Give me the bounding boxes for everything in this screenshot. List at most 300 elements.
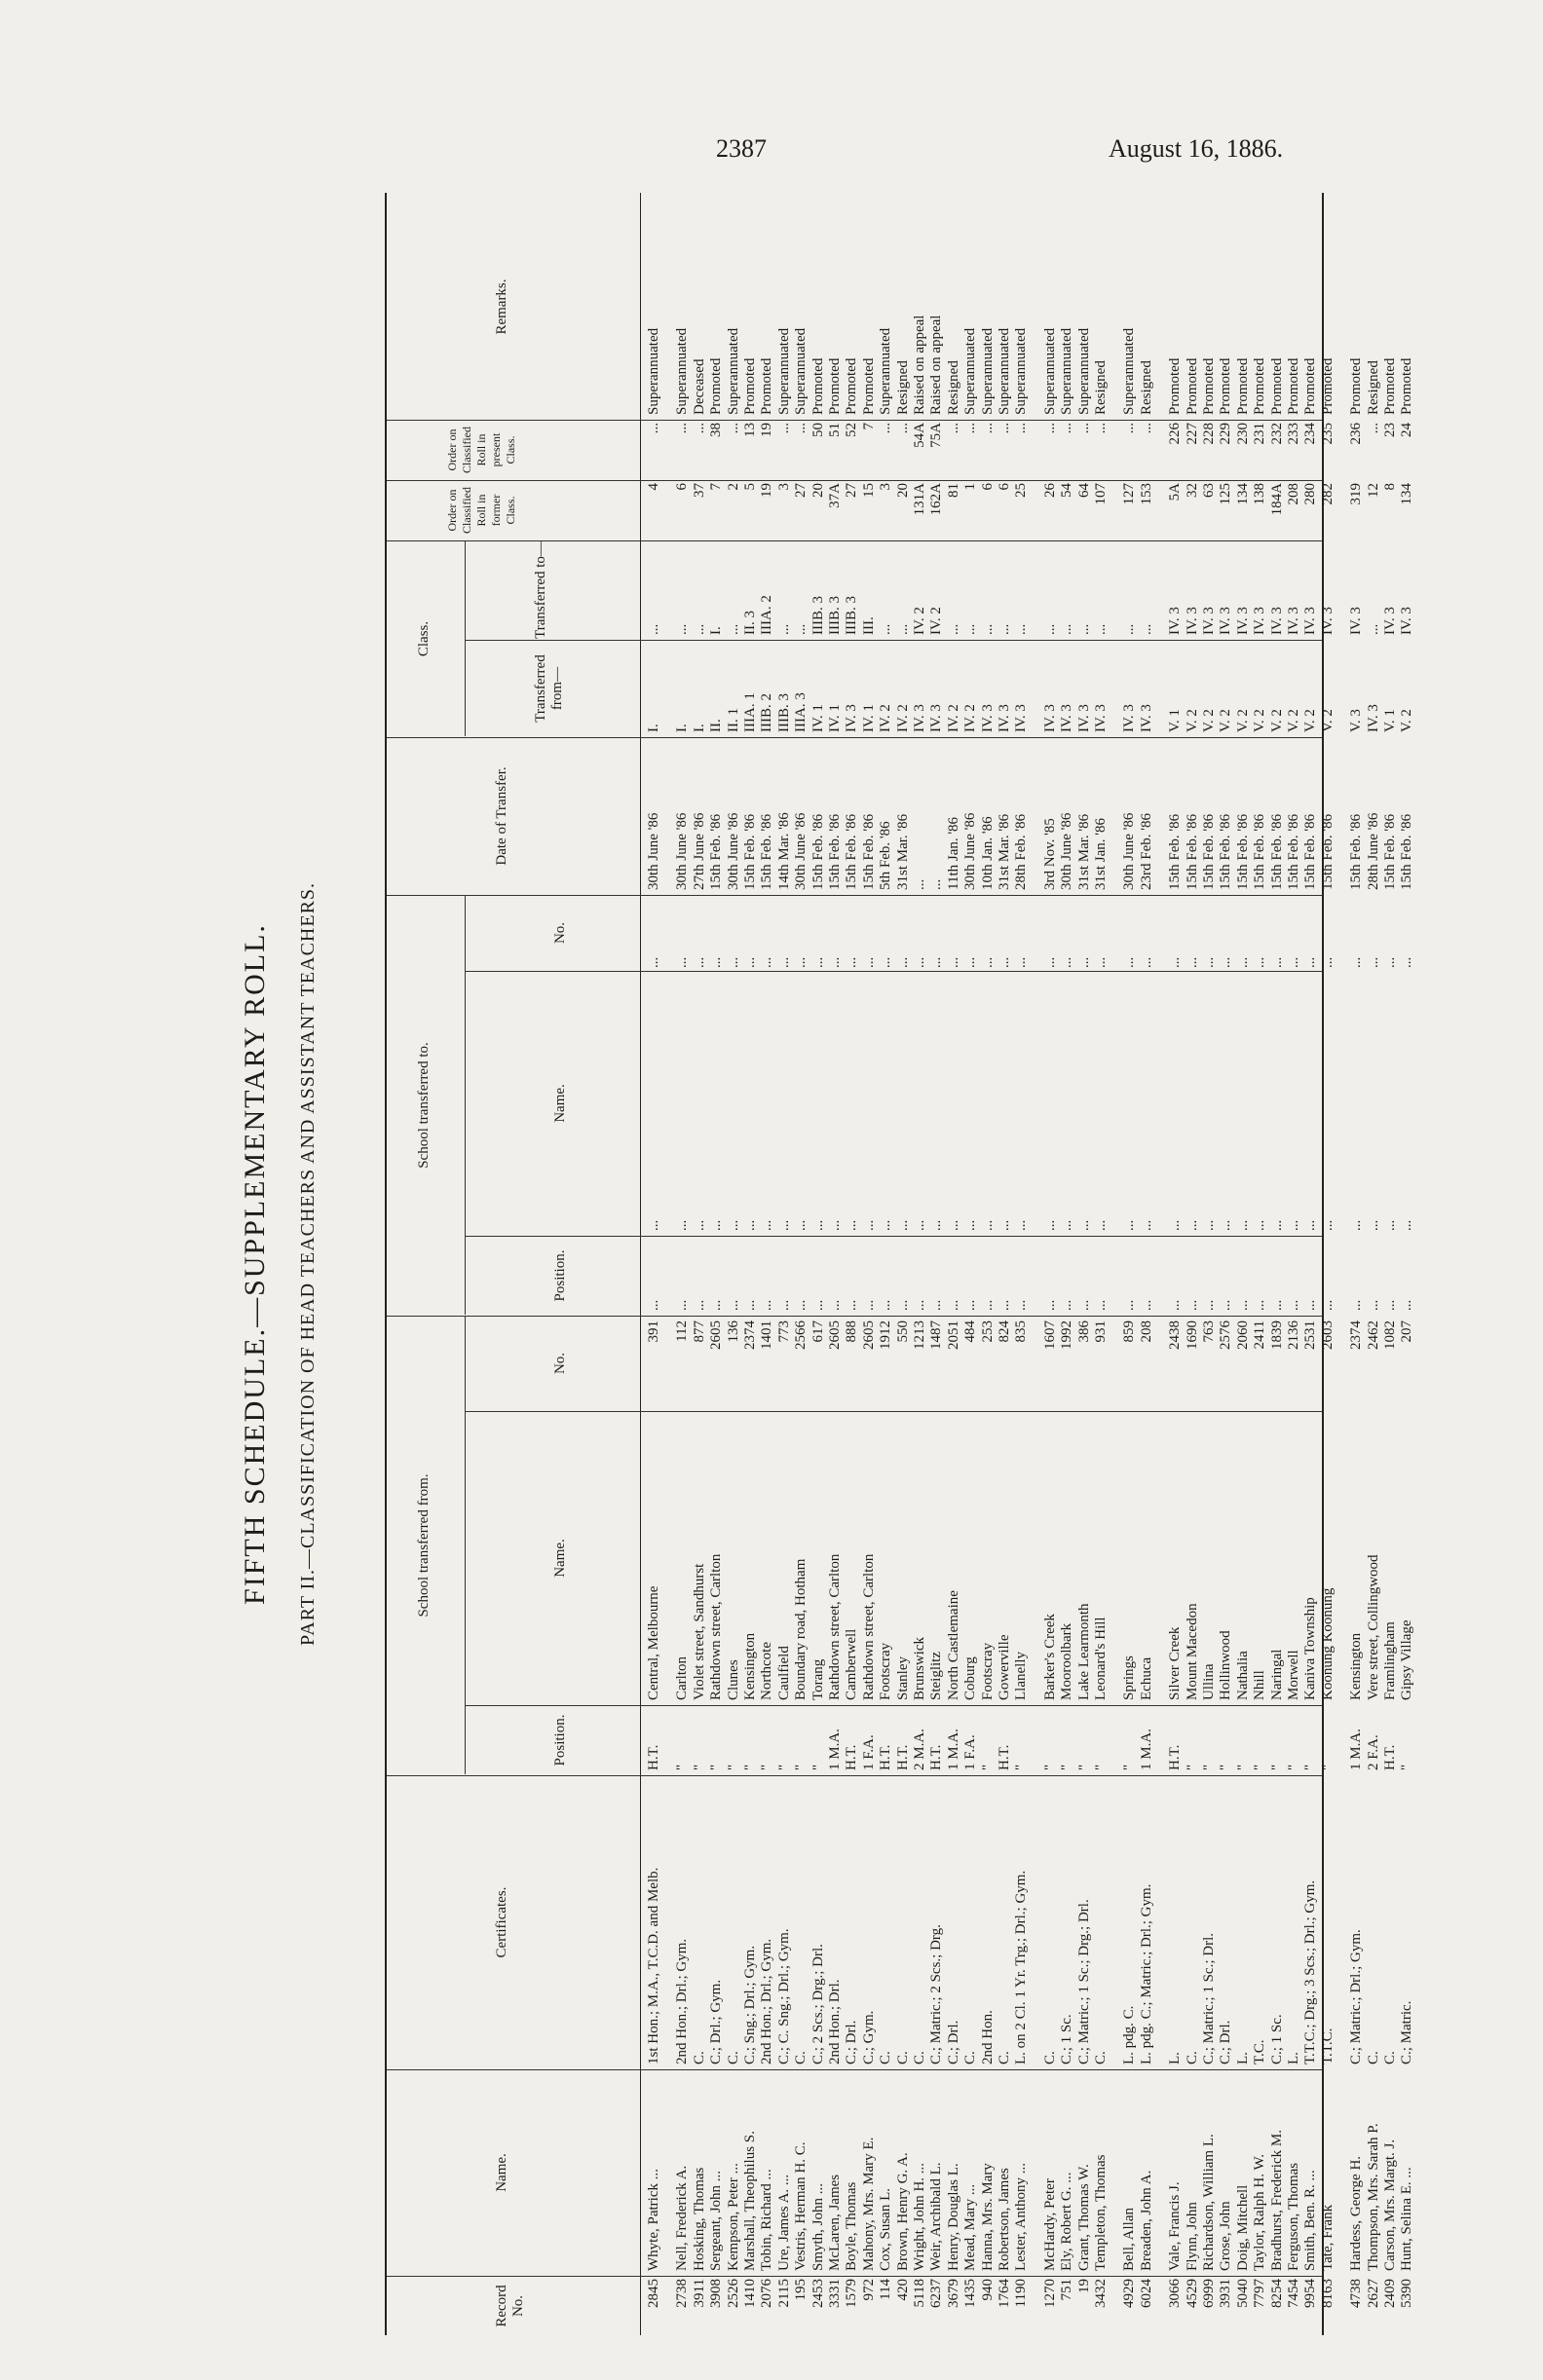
order-present-cell: 228 [1201,423,1217,445]
order-former-cell: 1 [962,483,979,491]
from-school-cell: Nathalia [1234,1651,1251,1700]
date-cell: 15th Feb. '86 [708,813,725,890]
order-former-cell: 107 [1093,483,1109,505]
from-school-cell: Barker's Creek [1041,1614,1058,1700]
order-present-cell: 230 [1234,423,1251,445]
class-from-cell: V. 1 [1167,709,1184,732]
order-present-cell: ... [894,423,911,434]
certificates-cell: C. [725,2051,741,2064]
date-cell: 31st Jan. '86 [1093,818,1109,890]
to-name-cell: ... [725,1219,741,1231]
certificates-cell: C. [1093,2051,1109,2064]
from-no-cell: 2576 [1218,1320,1234,1350]
from-no-cell: 877 [691,1320,707,1343]
to-no-cell: ... [793,956,809,968]
to-name-cell: ... [674,1219,691,1231]
to-no-cell: ... [1167,956,1184,968]
certificates-cell: C. [1184,2051,1200,2064]
header-to-group: School transferred to. [416,1042,432,1169]
name-cell: Doig, Mitchell [1234,2184,1251,2271]
to-position-cell: ... [962,1299,979,1311]
class-from-cell: V. 2 [1218,709,1234,732]
from-no-cell: 391 [646,1320,661,1343]
record-no-cell: 4738 [1348,2279,1365,2308]
class-to-cell: ... [1041,623,1058,635]
header-from-no: No. [552,1352,568,1375]
name-cell: Sergeant, John ... [708,2170,725,2271]
from-school-cell: Ullina [1201,1663,1217,1700]
name-cell: Ely, Robert G. ... [1059,2172,1075,2271]
order-former-cell: 6 [997,483,1012,491]
to-name-cell: ... [844,1219,860,1231]
remarks-cell: Superannuated [979,327,996,415]
certificates-cell: C. [962,2051,979,2064]
class-to-cell: ... [1059,623,1075,635]
remarks-cell: Superannuated [997,327,1012,415]
record-no-cell: 420 [894,2279,911,2301]
class-from-cell: IIIA. 1 [742,692,758,732]
class-to-cell: IV. 3 [1286,607,1301,635]
to-position-cell: ... [775,1299,792,1311]
order-former-cell: 20 [894,483,911,498]
from-school-cell: Footscray [979,1642,996,1700]
record-no-cell: 19 [1075,2279,1092,2293]
record-no-cell: 1190 [1013,2279,1030,2308]
from-school-cell: Torang [809,1658,826,1700]
from-no-cell: 386 [1075,1320,1092,1343]
to-position-cell: ... [708,1299,725,1311]
remarks-cell: Promoted [860,357,877,415]
class-from-cell: I. [691,724,707,732]
record-no-cell: 1579 [844,2279,860,2308]
class-from-cell: IV. 2 [945,704,961,732]
remarks-cell: Promoted [809,357,826,415]
class-from-cell: IV. 3 [1075,704,1092,732]
name-cell: Marshall, Theophilus S. [742,2131,758,2271]
from-position-cell: " [1319,1764,1336,1770]
from-school-cell: Gowerville [997,1634,1012,1700]
to-no-cell: ... [1319,956,1336,968]
from-position-cell: " [775,1764,792,1770]
to-no-cell: ... [1041,956,1058,968]
certificates-cell: C.; 1 Sc. [1268,2014,1285,2064]
class-from-cell: IIIB. 2 [759,693,775,732]
remarks-cell: Superannuated [1013,327,1030,415]
header-order-former: Order on Classified Roll in former Class. [445,487,517,534]
remarks-cell: Promoted [1201,357,1217,415]
table-row [827,193,844,2335]
certificates-cell: C.; 1 Sc. [1059,2014,1075,2064]
order-present-cell: 52 [844,423,860,437]
to-position-cell: ... [725,1299,741,1311]
order-present-cell: 235 [1319,423,1336,445]
name-cell: Carson, Mrs. Margt. J. [1382,2138,1398,2271]
to-name-cell: ... [1093,1219,1109,1231]
from-no-cell: 2060 [1234,1320,1251,1350]
from-no-cell: 2411 [1252,1320,1268,1350]
certificates-cell: C.; Matric.; 1 Sc.; Drg.; Drl. [1075,1899,1092,2064]
to-name-cell: ... [912,1219,927,1231]
to-name-cell: ... [708,1219,725,1231]
to-position-cell: ... [1399,1299,1415,1311]
name-cell: Breaden, John A. [1138,2170,1154,2271]
table-row [674,193,691,2335]
order-present-cell: 227 [1184,423,1200,445]
to-no-cell: ... [1013,956,1030,968]
remarks-cell: Promoted [1252,357,1268,415]
record-no-cell: 3432 [1093,2279,1109,2308]
record-no-cell: 940 [979,2279,996,2301]
record-no-cell: 3908 [708,2279,725,2308]
from-no-cell: 2605 [708,1320,725,1350]
record-no-cell: 2738 [674,2279,691,2308]
to-name-cell: ... [759,1219,775,1231]
order-present-cell: 51 [827,423,843,437]
header-remarks: Remarks. [494,279,509,335]
from-no-cell: 773 [775,1320,792,1343]
to-position-cell: ... [1201,1299,1217,1311]
name-cell: Richardson, William L. [1201,2134,1217,2271]
order-present-cell: ... [878,423,894,434]
to-name-cell: ... [1075,1219,1092,1231]
header-to-name: Name. [552,1084,568,1123]
from-school-cell: Footscray [878,1642,894,1700]
from-position-cell: 2 F.A. [1365,1734,1381,1770]
to-no-cell: ... [1218,956,1234,968]
class-to-cell: ... [979,623,996,635]
order-former-cell: 5A [1167,483,1184,502]
rotated-table-block [209,193,1415,2335]
to-no-cell: ... [1093,956,1109,968]
table-row [708,193,725,2335]
order-present-cell: ... [1093,423,1109,434]
to-no-cell: ... [979,956,996,968]
order-former-cell: 32 [1184,483,1200,498]
certificates-cell: C. [912,2051,927,2064]
table-row [1399,193,1415,2335]
to-position-cell: ... [1319,1299,1336,1311]
to-name-cell: ... [1399,1219,1415,1231]
order-former-cell: 3 [878,483,894,491]
from-school-cell: Nhill [1252,1670,1268,1700]
header-record-no: Record No. [494,2285,526,2327]
order-former-cell: 20 [809,483,826,498]
date-cell: 15th Feb. '86 [844,813,860,890]
record-no-cell: 2409 [1382,2279,1398,2308]
to-no-cell: ... [844,956,860,968]
class-to-cell: IV. 2 [928,607,945,635]
to-position-cell: ... [1302,1299,1319,1311]
certificates-cell: C.; Drl. [1218,2020,1234,2064]
to-no-cell: ... [809,956,826,968]
table-row [759,193,775,2335]
from-school-cell: Caulfield [775,1646,792,1700]
to-name-cell: ... [878,1219,894,1231]
to-position-cell: ... [1121,1299,1138,1311]
date-cell: 15th Feb. '86 [1382,813,1398,890]
to-position-cell: ... [894,1299,911,1311]
order-former-cell: 64 [1075,483,1092,498]
to-position-cell: ... [809,1299,826,1311]
to-position-cell: ... [1184,1299,1200,1311]
from-no-cell: 931 [1093,1320,1109,1343]
order-present-cell: 13 [742,423,758,437]
to-position-cell: ... [860,1299,877,1311]
class-to-cell: IV. 3 [1252,607,1268,635]
from-position-cell: " [809,1764,826,1770]
from-position-cell: H.T. [928,1744,945,1770]
name-cell: Wright, John H. ... [912,2162,927,2271]
date-cell: 15th Feb. '86 [1184,813,1200,890]
class-to-cell: ... [646,623,661,635]
from-no-cell: 617 [809,1320,826,1343]
date-cell: 28th June '86 [1365,812,1381,890]
name-cell: Tate, Frank [1319,2204,1336,2271]
to-no-cell: ... [1302,956,1319,968]
class-from-cell: IV. 3 [1041,704,1058,732]
to-name-cell: ... [1167,1219,1184,1231]
date-cell: 3rd Nov. '85 [1041,818,1058,890]
to-name-cell: ... [691,1219,707,1231]
to-position-cell: ... [759,1299,775,1311]
to-position-cell: ... [1075,1299,1092,1311]
from-position-cell: 1 M.A. [1348,1729,1365,1770]
remarks-cell: Promoted [759,357,775,415]
remarks-cell: Resigned [1138,360,1154,415]
to-position-cell: ... [1059,1299,1075,1311]
from-no-cell: 835 [1013,1320,1030,1343]
order-present-cell: 233 [1286,423,1301,445]
to-position-cell: ... [1365,1299,1381,1311]
certificates-cell: C. [1041,2051,1058,2064]
record-no-cell: 3066 [1167,2279,1184,2308]
date-cell: 15th Feb. '86 [1286,813,1301,890]
class-to-cell: IIIB. 3 [844,596,860,635]
to-no-cell: ... [1201,956,1217,968]
to-no-cell: ... [894,956,911,968]
to-position-cell: ... [912,1299,927,1311]
from-position-cell: " [1234,1764,1251,1770]
record-no-cell: 2526 [725,2279,741,2308]
name-cell: Henry, Douglas L. [945,2163,961,2271]
page-number: 2387 [716,134,767,163]
to-position-cell: ... [1218,1299,1234,1311]
certificates-cell: C.; Matric. [1399,2000,1415,2064]
from-school-cell: Kensington [1348,1632,1365,1700]
to-no-cell: ... [945,956,961,968]
from-no-cell: 208 [1138,1320,1154,1343]
record-no-cell: 4929 [1121,2279,1138,2308]
date-cell: 15th Feb. '86 [1348,813,1365,890]
order-present-cell: 75A [928,423,945,448]
certificates-cell: C.; 2 Scs.; Drg.; Drl. [809,1944,826,2064]
class-to-cell: III. [860,616,877,635]
to-name-cell: ... [945,1219,961,1231]
from-school-cell: Brunswick [912,1637,927,1700]
table-row [1235,193,1252,2335]
from-position-cell: 1 F.A. [860,1734,877,1770]
to-name-cell: ... [1234,1219,1251,1231]
order-present-cell: 19 [759,423,775,437]
certificates-cell: C.; Gym. [860,2010,877,2064]
table-row [793,193,809,2335]
order-present-cell: ... [1075,423,1092,434]
to-no-cell: ... [725,956,741,968]
from-no-cell: 763 [1201,1320,1217,1343]
to-position-cell: ... [674,1299,691,1311]
record-no-cell: 7797 [1252,2279,1268,2308]
certificates-cell: C.; Matric.; 2 Scs.; Drg. [928,1924,945,2064]
order-present-cell: 23 [1382,423,1398,437]
date-cell: 15th Feb. '86 [1167,813,1184,890]
from-position-cell: " [742,1764,758,1770]
order-former-cell: 26 [1041,483,1058,498]
certificates-cell: L. pdg. C. [1121,2005,1138,2064]
date-cell: 5th Feb. '86 [878,821,894,890]
order-former-cell: 27 [793,483,809,498]
class-from-cell: IV. 3 [844,704,860,732]
name-cell: Bradhurst, Frederick M. [1268,2130,1285,2271]
class-to-cell: ... [1121,623,1138,635]
from-school-cell: Naringal [1268,1649,1285,1700]
from-position-cell: H.T. [646,1744,661,1770]
class-to-cell: ... [1138,623,1154,635]
from-position-cell: " [708,1764,725,1770]
certificates-cell: C.; Matric.; Drl.; Gym. [1348,1929,1365,2064]
table-row [646,193,662,2335]
order-former-cell: 6 [979,483,996,491]
to-name-cell: ... [1268,1219,1285,1231]
table-row [1382,193,1399,2335]
certificates-cell: L. [1234,2052,1251,2064]
from-school-cell: Silver Creek [1167,1626,1184,1700]
date-cell: 15th Feb. '86 [742,813,758,890]
from-position-cell: " [1075,1764,1092,1770]
to-name-cell: ... [793,1219,809,1231]
to-name-cell: ... [809,1219,826,1231]
to-position-cell: ... [1138,1299,1154,1311]
table-row [776,193,793,2335]
record-no-cell: 6999 [1201,2279,1217,2308]
class-to-cell: ... [1013,623,1030,635]
record-no-cell: 2076 [759,2279,775,2308]
record-no-cell: 6237 [928,2279,945,2308]
order-former-cell: 280 [1302,483,1319,505]
to-position-cell: ... [878,1299,894,1311]
page-date: August 16, 1886. [1109,134,1284,163]
table-row [1139,193,1155,2335]
order-former-cell: 282 [1319,483,1336,505]
to-name-cell: ... [1286,1219,1301,1231]
to-name-cell: ... [1138,1219,1154,1231]
order-former-cell: 4 [646,483,661,491]
name-cell: Kempson, Peter ... [725,2163,741,2271]
order-former-cell: 63 [1201,483,1217,498]
remarks-cell: Superannuated [1059,327,1075,415]
date-cell: 30th June '86 [646,812,661,890]
from-no-cell: 2051 [945,1320,961,1350]
to-name-cell: ... [827,1219,843,1231]
table-row [1013,193,1030,2335]
certificates-cell: C.; Drl.; Gym. [708,1979,725,2064]
from-no-cell: 2566 [793,1320,809,1350]
from-no-cell: 2136 [1286,1320,1301,1350]
from-school-cell: Llanelly [1013,1652,1030,1700]
class-to-cell: IV. 3 [1302,607,1319,635]
from-school-cell: Kaniva Township [1302,1597,1319,1700]
from-position-cell: H.T. [878,1744,894,1770]
to-name-cell: ... [894,1219,911,1231]
to-no-cell: ... [928,956,945,968]
order-present-cell: 50 [809,423,826,437]
to-name-cell: ... [646,1219,661,1231]
certificates-cell: L. on 2 Cl. 1 Yr. Trg.; Drl.; Gym. [1013,1870,1030,2064]
certificates-cell: 2nd Hon. [979,2010,996,2064]
to-no-cell: ... [759,956,775,968]
table-row [1269,193,1286,2335]
from-no-cell: 2605 [827,1320,843,1350]
from-position-cell: " [759,1764,775,1770]
name-cell: Taylor, Ralph H. W. [1252,2153,1268,2271]
to-position-cell: ... [1348,1299,1365,1311]
remarks-cell: Raised on appeal [912,315,927,415]
certificates-cell: C. [1382,2051,1398,2064]
to-name-cell: ... [928,1219,945,1231]
table-row [895,193,912,2335]
table-row [1167,193,1184,2335]
order-former-cell: 8 [1382,483,1398,491]
class-from-cell: II. 1 [725,708,741,732]
date-cell: 15th Feb. '86 [827,813,843,890]
order-former-cell: 2 [725,483,741,491]
class-from-cell: V. 2 [1319,709,1336,732]
order-present-cell: ... [997,423,1012,434]
to-no-cell: ... [775,956,792,968]
order-present-cell: ... [962,423,979,434]
table-row [912,193,928,2335]
name-cell: Hanna, Mrs. Mary [979,2163,996,2271]
name-cell: Vale, Francis J. [1167,2181,1184,2271]
class-from-cell: IV. 3 [1093,704,1109,732]
table-row [1366,193,1382,2335]
certificates-cell: C. [878,2051,894,2064]
from-no-cell: 2603 [1319,1320,1336,1350]
name-cell: Vestris, Herman H. C. [793,2141,809,2271]
to-name-cell: ... [1121,1219,1138,1231]
record-no-cell: 5040 [1234,2279,1251,2308]
header-to-position: Position. [552,1249,568,1302]
order-present-cell: 232 [1268,423,1285,445]
to-position-cell: ... [793,1299,809,1311]
table-row [997,193,1013,2335]
from-no-cell: 824 [997,1320,1012,1343]
table-row [726,193,742,2335]
class-to-cell: ... [962,623,979,635]
header-name: Name. [494,2153,509,2192]
date-cell: 30th June '86 [1121,812,1138,890]
from-position-cell: " [1268,1764,1285,1770]
order-former-cell: 153 [1138,483,1154,505]
remarks-cell: Promoted [1319,357,1336,415]
from-position-cell: " [1093,1764,1109,1770]
to-position-cell: ... [997,1299,1012,1311]
to-name-cell: ... [1302,1219,1319,1231]
order-former-cell: 37A [827,483,843,508]
to-name-cell: ... [860,1219,877,1231]
class-to-cell: IIIB. 3 [809,596,826,635]
record-no-cell: 1435 [962,2279,979,2308]
name-cell: Weir, Archibald L. [928,2162,945,2271]
